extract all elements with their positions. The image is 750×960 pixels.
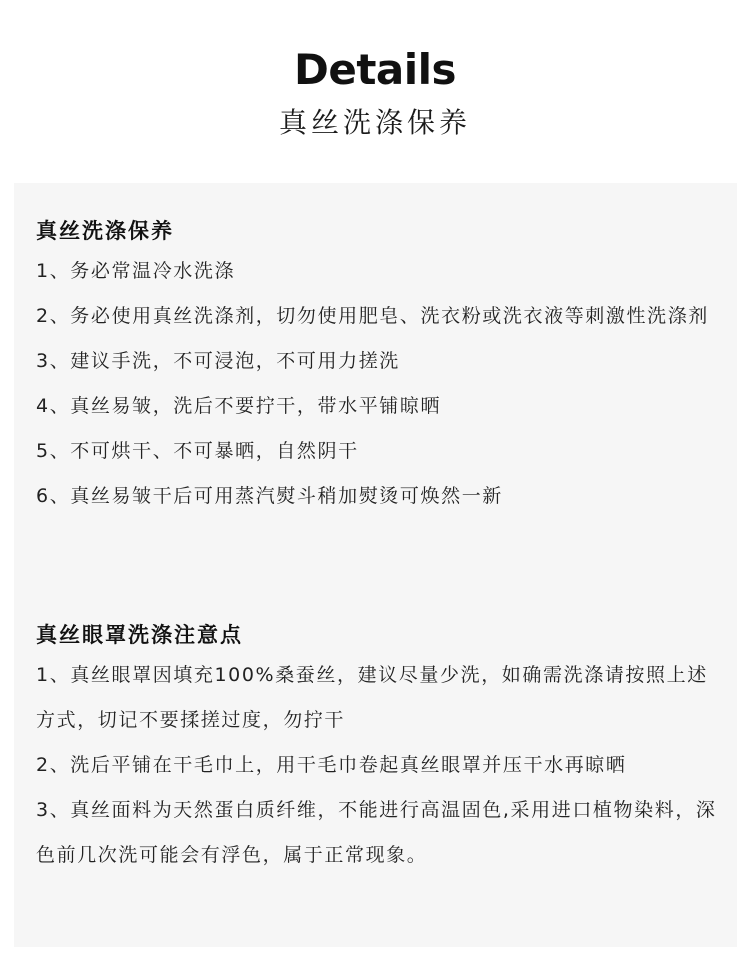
care-item: 6、真丝易皱干后可用蒸汽熨斗稍加熨烫可焕然一新 <box>36 485 503 507</box>
page-header <box>0 0 750 183</box>
care-item: 1、务必常温冷水洗涤 <box>36 260 236 282</box>
section-title-silk-care: 真丝洗涤保养 <box>36 219 174 243</box>
eye-mask-care-section <box>36 617 726 878</box>
page-subtitle: 真丝洗涤保养 <box>278 106 471 139</box>
care-item: 2、务必使用真丝洗涤剂，切勿使用肥皂、洗衣粉或洗衣液等刺激性洗涤剂 <box>36 305 709 327</box>
page-title: Details <box>293 45 457 94</box>
details-panel <box>14 183 737 947</box>
section-title-eye-mask: 真丝眼罩洗涤注意点 <box>36 623 243 647</box>
mask-item: 2、洗后平铺在干毛巾上，用干毛巾卷起真丝眼罩并压干水再晾晒 <box>36 754 627 776</box>
mask-item: 1、真丝眼罩因填充100%桑蚕丝，建议尽量少洗，如确需洗涤请按照上述方式，切记不要揉搓过度，勿拧干 <box>36 664 708 731</box>
silk-care-section <box>36 213 726 519</box>
mask-item: 3、真丝面料为天然蛋白质纤维，不能进行高温固色,采用进口植物染料，深色前几次洗可能会有浮色，属于正常现象。 <box>36 799 717 866</box>
care-item: 5、不可烘干、不可暴晒，自然阴干 <box>36 440 359 462</box>
care-item: 4、真丝易皱，洗后不要拧干，带水平铺晾晒 <box>36 395 442 417</box>
care-item: 3、建议手洗，不可浸泡，不可用力搓洗 <box>36 350 400 372</box>
